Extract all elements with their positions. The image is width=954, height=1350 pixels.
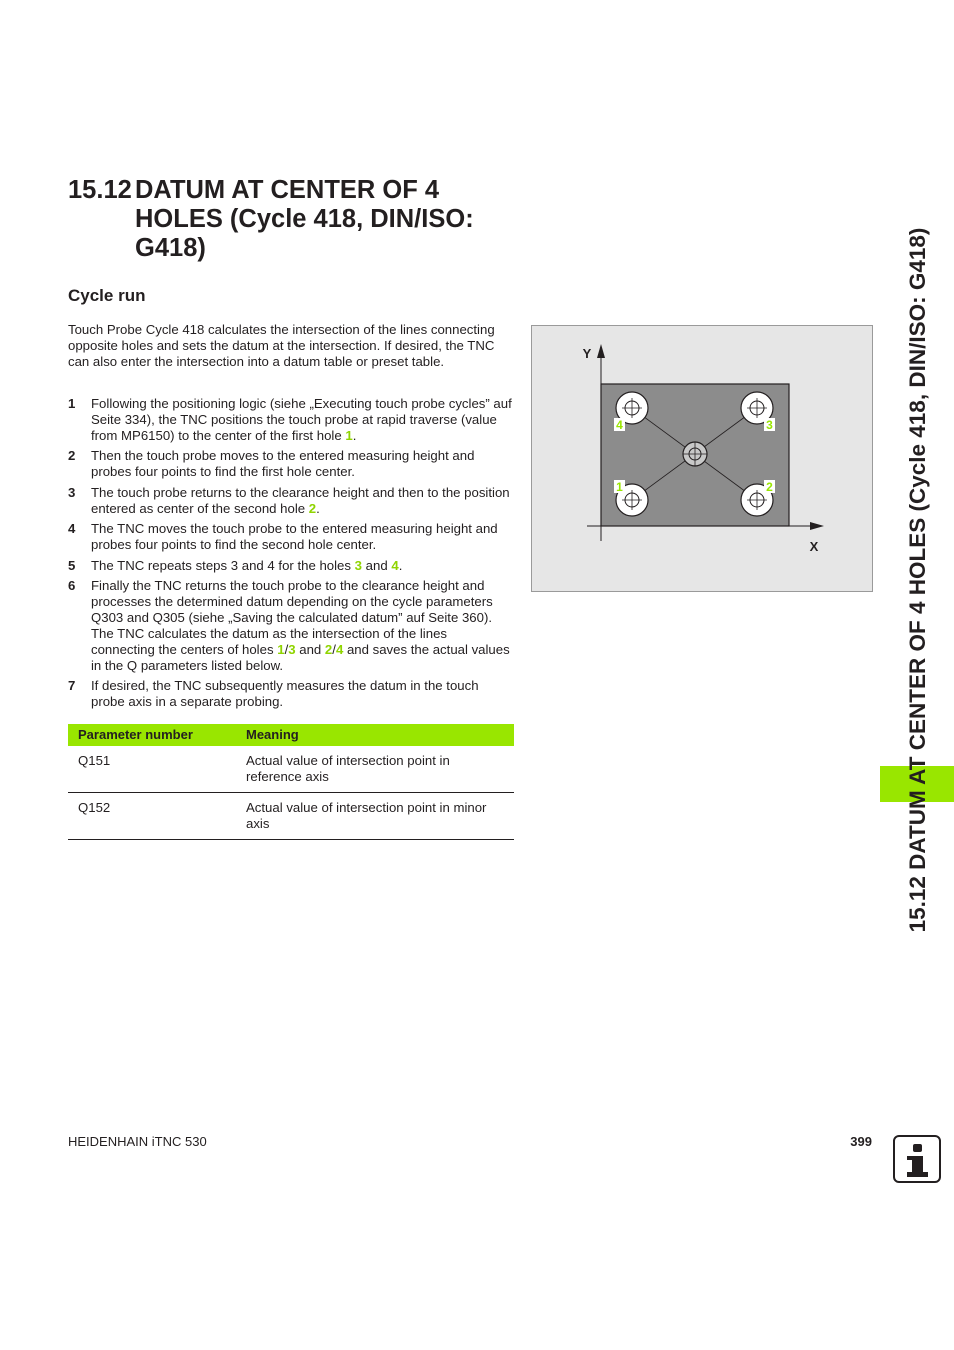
slash: / bbox=[332, 641, 336, 657]
column-header: Parameter number bbox=[68, 724, 236, 746]
step-text: . bbox=[316, 500, 320, 516]
step-text: Finally the TNC returns the touch probe to the clearance height and processes the determined datum depending on the cycle parameters Q303 and Q305 (siehe „Saving the calculated datum” auf Seite 360). The TNC calculates the datum as the intersection of the lines connecting the centers of holes bbox=[91, 577, 493, 657]
hole-label-4: 4 bbox=[616, 418, 623, 432]
meaning-cell: Actual value of intersection point in minor axis bbox=[236, 793, 514, 840]
step-number: 7 bbox=[68, 678, 76, 694]
step-text: The touch probe returns to the clearance height and then to the position entered as center of the second hole bbox=[91, 484, 510, 516]
step-text: and bbox=[362, 557, 392, 573]
hole-ref: 4 bbox=[335, 641, 344, 657]
step-item bbox=[68, 521, 513, 553]
step-item bbox=[68, 448, 513, 480]
page-number: 399 bbox=[850, 1134, 872, 1149]
column-header: Meaning bbox=[236, 724, 514, 746]
hole-ref: 1 bbox=[345, 428, 353, 443]
step-number: 3 bbox=[68, 484, 76, 500]
section-heading-text: DATUM AT CENTER OF 4 HOLES (Cycle 418, DIN/ISO: G418) bbox=[135, 176, 474, 262]
sidebar bbox=[895, 180, 941, 980]
table-header-row bbox=[68, 724, 514, 746]
step-number: 4 bbox=[68, 521, 76, 537]
hole-ref: 4 bbox=[391, 557, 399, 573]
step-item bbox=[68, 578, 513, 674]
hole-ref: 3 bbox=[354, 557, 362, 573]
step-list bbox=[68, 396, 513, 715]
step-item bbox=[68, 678, 513, 710]
info-icon bbox=[893, 1135, 941, 1183]
subsection-title: Cycle run bbox=[68, 286, 146, 305]
step-number: 2 bbox=[68, 448, 76, 464]
hole-ref: 2 bbox=[324, 641, 333, 657]
table-row bbox=[68, 793, 514, 840]
step-number: 5 bbox=[68, 557, 76, 573]
footer-product: HEIDENHAIN iTNC 530 bbox=[68, 1134, 207, 1149]
axis-y-label: Y bbox=[582, 346, 592, 361]
meaning-cell: Actual value of intersection point in reference axis bbox=[236, 746, 514, 793]
step-item bbox=[68, 396, 513, 444]
intro-paragraph: Touch Probe Cycle 418 calculates the intersection of the lines connecting opposite holes and sets the datum at the intersection. If desired, the TNC can also enter the intersection into a datum table or preset table. bbox=[68, 322, 495, 369]
hole-label-3: 3 bbox=[766, 418, 773, 432]
step-text: The TNC moves the touch probe to the entered measuring height and probes four points to find the second hole center. bbox=[91, 521, 498, 553]
step-item bbox=[68, 558, 513, 574]
section-number: 15.12 bbox=[68, 176, 132, 204]
hole-ref: 1 bbox=[277, 641, 285, 657]
step-text: . bbox=[398, 557, 403, 573]
sidebar-title: 15.12 DATUM AT CENTER OF 4 HOLES (Cycle 418, DIN/ISO: G418) bbox=[905, 227, 930, 933]
step-item bbox=[68, 485, 513, 517]
step-text: The TNC repeats steps 3 and 4 for the holes bbox=[91, 557, 355, 573]
parameter-table bbox=[68, 724, 514, 840]
axis-x-arrow bbox=[810, 522, 824, 530]
hole-ref: 2 bbox=[308, 500, 317, 516]
hole-label-2: 2 bbox=[766, 480, 773, 494]
step-text: If desired, the TNC subsequently measures the datum in the touch probe axis in a separate probing. bbox=[91, 678, 479, 710]
table-row bbox=[68, 746, 514, 793]
section-title bbox=[68, 176, 488, 263]
datum-target bbox=[683, 442, 707, 466]
step-text: Then the touch probe moves to the entered measuring height and probes four points to find the first hole center. bbox=[91, 448, 475, 480]
slash: / bbox=[284, 641, 289, 657]
hole-ref: 3 bbox=[288, 641, 296, 657]
step-text: and bbox=[295, 641, 325, 657]
axis-y-arrow bbox=[597, 344, 605, 358]
hole-label-1: 1 bbox=[616, 480, 623, 494]
step-number: 1 bbox=[68, 396, 76, 411]
step-number: 6 bbox=[68, 577, 76, 593]
parameter-cell: Q152 bbox=[68, 793, 236, 840]
step-text: . bbox=[352, 428, 357, 443]
step-text: and saves the actual values in the Q parameters listed below. bbox=[91, 641, 510, 673]
step-text: Following the positioning logic (siehe „Executing touch probe cycles” auf Seite 334), the TNC positions the touch probe at rapid traverse (value from MP6150) to the center of the first hole bbox=[91, 396, 512, 443]
hole-pattern-figure bbox=[531, 325, 873, 592]
parameter-cell: Q151 bbox=[68, 746, 236, 793]
figure-drawing bbox=[532, 326, 872, 591]
axis-x-label: X bbox=[809, 539, 819, 554]
